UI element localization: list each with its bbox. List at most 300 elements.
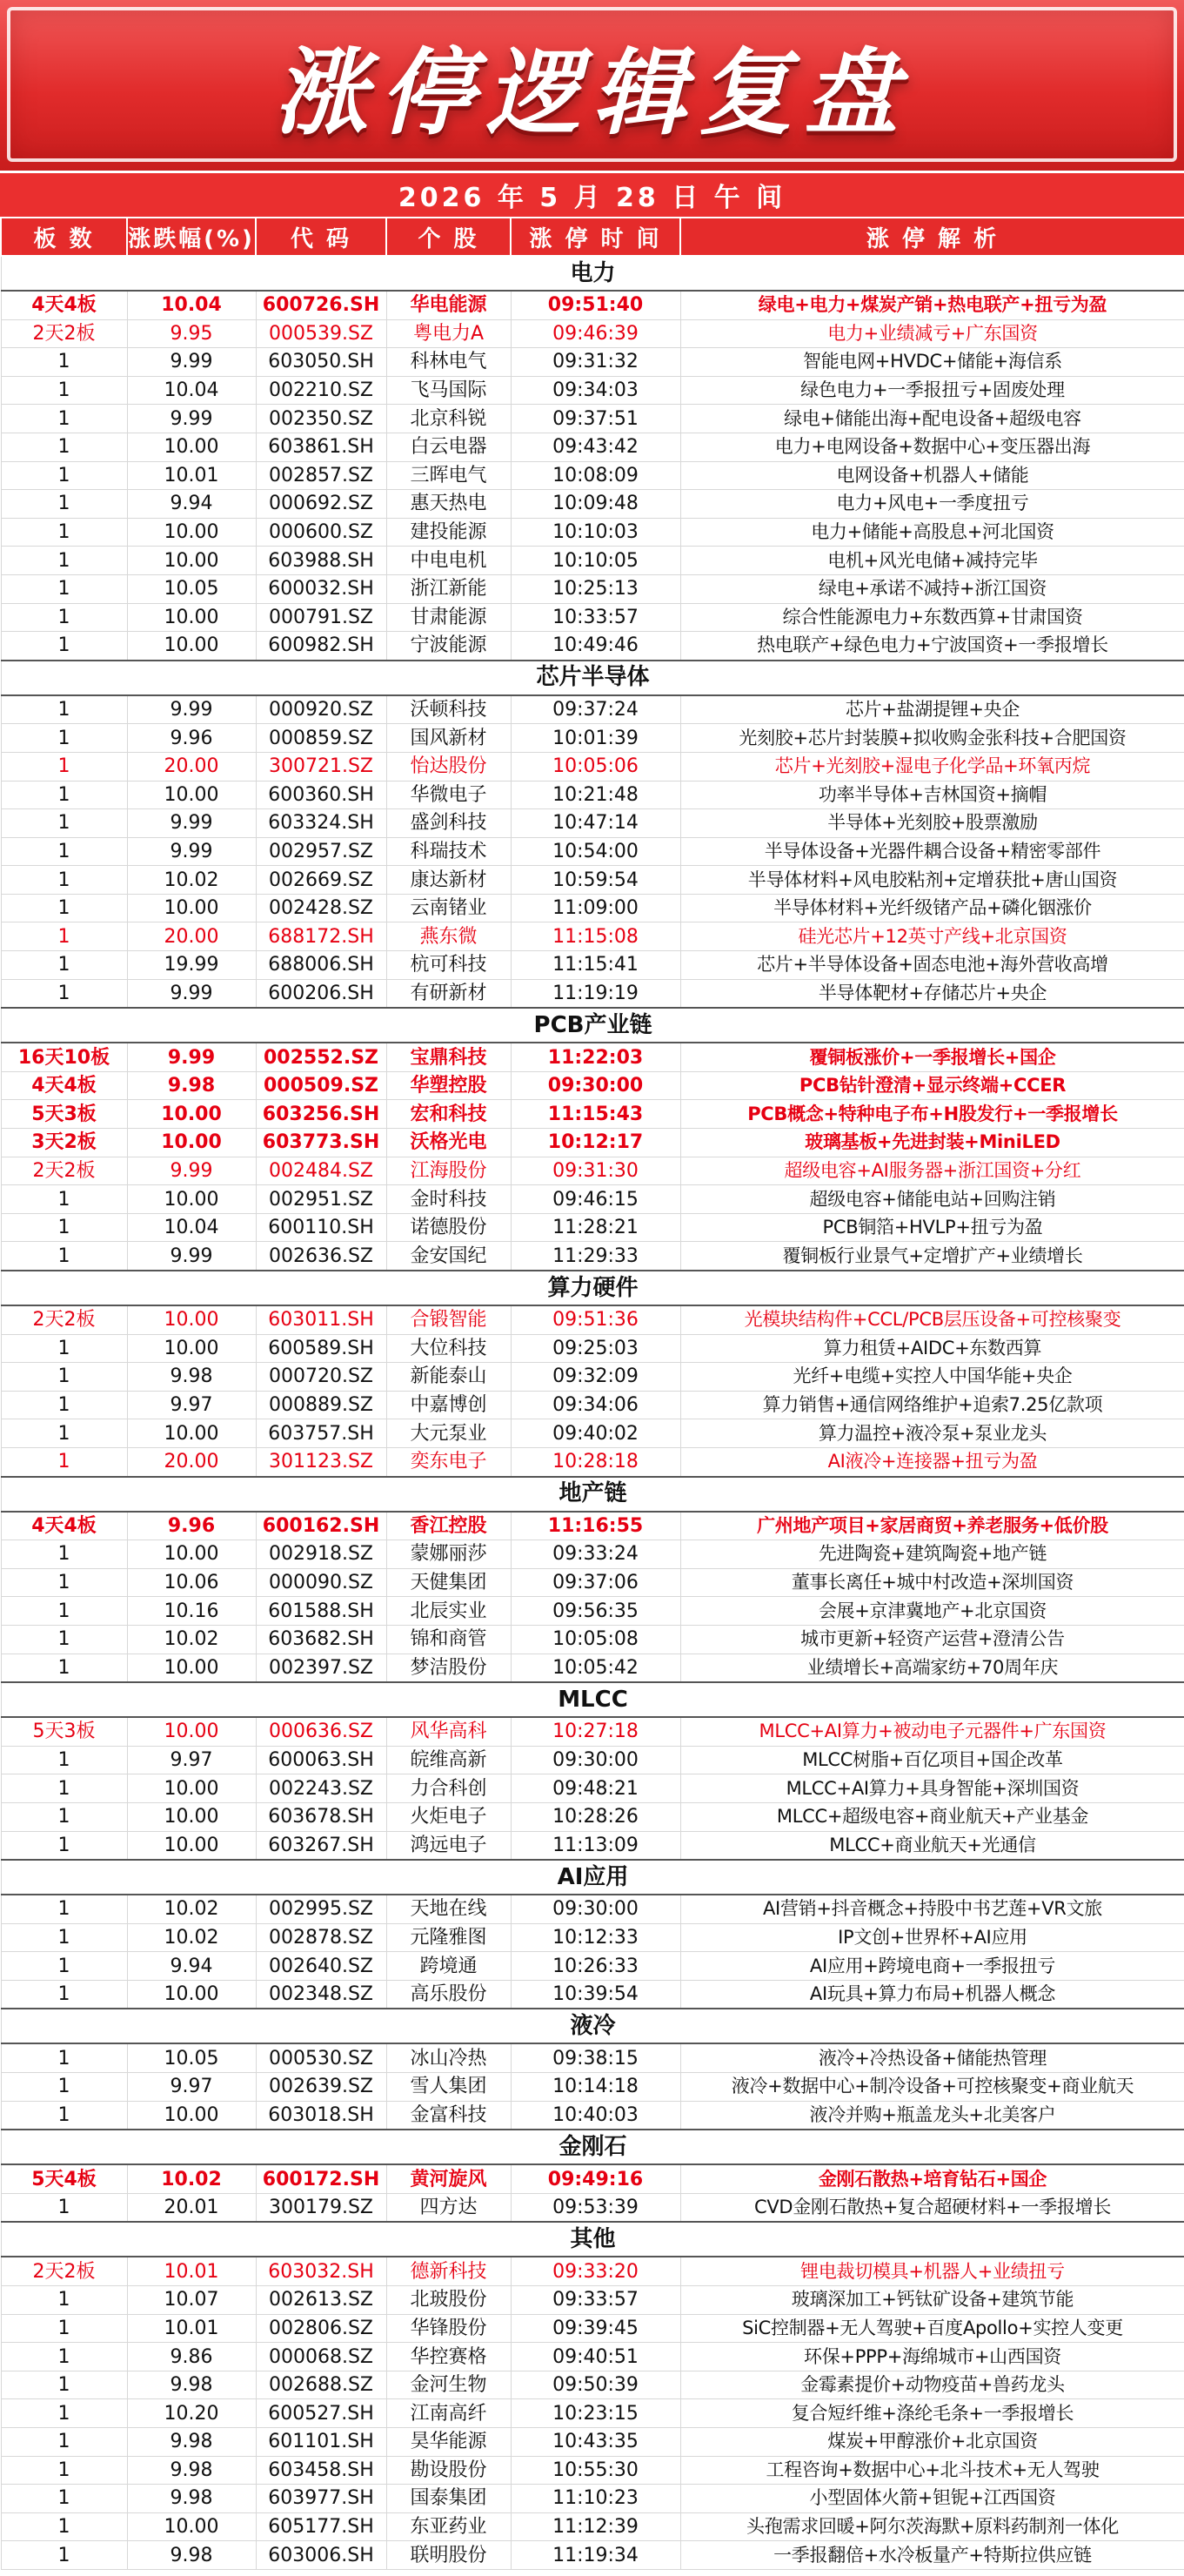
cell-board-count: 1: [1, 1952, 127, 1981]
cell-code: 605177.SH: [256, 2512, 386, 2541]
table-row: [1, 894, 1184, 922]
cell-code: 002484.SZ: [256, 1157, 386, 1185]
cell-limit-time: 10:05:08: [511, 1625, 680, 1654]
cell-change-pct: 9.94: [127, 490, 256, 519]
cell-board-count: 1: [1, 1654, 127, 1682]
cell-limit-time: 10:12:33: [511, 1923, 680, 1952]
table-row: [1, 2399, 1184, 2428]
cell-code: 300179.SZ: [256, 2193, 386, 2222]
cell-change-pct: 20.00: [127, 922, 256, 951]
cell-code: 600982.SH: [256, 632, 386, 661]
cell-stock-name: 华微电子: [386, 781, 511, 809]
section-header-row: [1, 2222, 1184, 2257]
cell-board-count: 1: [1, 2043, 127, 2072]
cell-limit-time: 09:49:16: [511, 2164, 680, 2193]
cell-change-pct: 10.05: [127, 574, 256, 603]
cell-change-pct: 20.00: [127, 1447, 256, 1476]
table-row: [1, 1447, 1184, 1476]
cell-limit-time: 09:53:39: [511, 2193, 680, 2222]
cell-limit-time: 11:13:09: [511, 1831, 680, 1860]
cell-limit-time: 09:37:06: [511, 1568, 680, 1597]
cell-analysis: 半导体材料+风电胶粘剂+定增获批+唐山国资: [680, 866, 1184, 895]
table-row: [1, 1071, 1184, 1100]
cell-limit-time: 10:28:18: [511, 1447, 680, 1476]
cell-board-count: 1: [1, 951, 127, 980]
cell-stock-name: 黄河旋风: [386, 2164, 511, 2193]
cell-stock-name: 金安国纪: [386, 1242, 511, 1271]
cell-analysis: 电网设备+机器人+储能: [680, 461, 1184, 490]
cell-change-pct: 10.05: [127, 2043, 256, 2072]
cell-code: 002397.SZ: [256, 1654, 386, 1682]
cell-change-pct: 9.96: [127, 1512, 256, 1540]
cell-analysis: 算力温控+液冷泵+泵业龙头: [680, 1419, 1184, 1448]
cell-stock-name: 四方达: [386, 2193, 511, 2222]
cell-stock-name: 有研新材: [386, 979, 511, 1008]
cell-change-pct: 10.06: [127, 1568, 256, 1597]
cell-analysis: 超级电容+储能电站+回购注销: [680, 1185, 1184, 1214]
table-row: [1, 348, 1184, 377]
cell-board-count: 2天2板: [1, 1305, 127, 1334]
cell-code: 002688.SZ: [256, 2371, 386, 2399]
header-board-count: 板 数: [1, 218, 127, 256]
table-row: [1, 291, 1184, 319]
cell-code: 000920.SZ: [256, 695, 386, 724]
cell-code: 603988.SH: [256, 547, 386, 575]
cell-limit-time: 10:59:54: [511, 866, 680, 895]
cell-code: 000600.SZ: [256, 518, 386, 547]
cell-code: 000692.SZ: [256, 490, 386, 519]
cell-board-count: 1: [1, 461, 127, 490]
table-row: [1, 1597, 1184, 1626]
table-row: [1, 2485, 1184, 2513]
cell-analysis: 超级电容+AI服务器+浙江国资+分红: [680, 1157, 1184, 1185]
cell-analysis: 会展+京津冀地产+北京国资: [680, 1597, 1184, 1626]
table-row: [1, 405, 1184, 433]
section-header-row: [1, 1860, 1184, 1895]
header-code: 代 码: [256, 218, 386, 256]
cell-analysis: 芯片+光刻胶+湿电子化学品+环氧丙烷: [680, 752, 1184, 781]
table-row: [1, 809, 1184, 838]
cell-board-count: 1: [1, 2399, 127, 2428]
cell-analysis: 绿色电力+一季报扭亏+固废处理: [680, 376, 1184, 405]
cell-code: 603324.SH: [256, 809, 386, 838]
table-row: [1, 922, 1184, 951]
cell-analysis: 电力+业绩减亏+广东国资: [680, 319, 1184, 348]
cell-stock-name: 天地在线: [386, 1895, 511, 1923]
cell-limit-time: 10:05:42: [511, 1654, 680, 1682]
cell-limit-time: 11:19:34: [511, 2541, 680, 2570]
table-row: [1, 1512, 1184, 1540]
cell-stock-name: 宏和科技: [386, 1100, 511, 1129]
cell-code: 603018.SH: [256, 2101, 386, 2130]
cell-limit-time: 09:37:24: [511, 695, 680, 724]
cell-stock-name: 香江控股: [386, 1512, 511, 1540]
header-stock-name: 个 股: [386, 218, 511, 256]
cell-change-pct: 10.00: [127, 518, 256, 547]
cell-change-pct: 20.01: [127, 2193, 256, 2222]
cell-change-pct: 10.00: [127, 1654, 256, 1682]
cell-code: 002640.SZ: [256, 1952, 386, 1981]
table-row: [1, 951, 1184, 980]
cell-change-pct: 10.00: [127, 433, 256, 461]
cell-analysis: PCB钻针澄清+显示终端+CCER: [680, 1071, 1184, 1100]
cell-limit-time: 10:21:48: [511, 781, 680, 809]
cell-board-count: 1: [1, 2456, 127, 2485]
table-row: [1, 1100, 1184, 1129]
cell-stock-name: 风华高科: [386, 1717, 511, 1746]
table-row: [1, 490, 1184, 519]
cell-limit-time: 11:19:19: [511, 979, 680, 1008]
cell-stock-name: 国泰集团: [386, 2485, 511, 2513]
cell-code: 603757.SH: [256, 1419, 386, 1448]
cell-code: 603861.SH: [256, 433, 386, 461]
cell-change-pct: 10.00: [127, 781, 256, 809]
cell-board-count: 4天4板: [1, 1512, 127, 1540]
cell-analysis: AI液冷+连接器+扭亏为盈: [680, 1447, 1184, 1476]
cell-code: 600527.SH: [256, 2399, 386, 2428]
cell-code: 000791.SZ: [256, 603, 386, 632]
cell-change-pct: 10.00: [127, 1185, 256, 1214]
cell-code: 601101.SH: [256, 2428, 386, 2457]
table-row: [1, 547, 1184, 575]
cell-stock-name: 华塑控股: [386, 1071, 511, 1100]
cell-limit-time: 09:33:57: [511, 2286, 680, 2315]
cell-board-count: 1: [1, 1242, 127, 1271]
table-row: [1, 1334, 1184, 1363]
cell-limit-time: 09:56:35: [511, 1597, 680, 1626]
section-title: PCB产业链: [1, 1008, 1184, 1043]
cell-board-count: 1: [1, 2343, 127, 2371]
limit-up-table: [0, 217, 1184, 2570]
cell-board-count: 1: [1, 632, 127, 661]
cell-stock-name: 高乐股份: [386, 1980, 511, 2009]
cell-analysis: PCB铜箔+HVLP+扭亏为盈: [680, 1213, 1184, 1242]
cell-change-pct: 9.98: [127, 1363, 256, 1392]
cell-board-count: 1: [1, 2286, 127, 2315]
cell-board-count: 1: [1, 866, 127, 895]
cell-stock-name: 大元泵业: [386, 1419, 511, 1448]
cell-analysis: CVD金刚石散热+复合超硬材料+一季报增长: [680, 2193, 1184, 2222]
cell-limit-time: 10:40:03: [511, 2101, 680, 2130]
cell-stock-name: 国风新材: [386, 724, 511, 753]
table-row: [1, 2512, 1184, 2541]
cell-code: 603682.SH: [256, 1625, 386, 1654]
cell-change-pct: 10.04: [127, 291, 256, 319]
cell-code: 301123.SZ: [256, 1447, 386, 1476]
cell-limit-time: 09:38:15: [511, 2043, 680, 2072]
cell-board-count: 1: [1, 922, 127, 951]
cell-stock-name: 惠天热电: [386, 490, 511, 519]
cell-analysis: 广州地产项目+家居商贸+养老服务+低价股: [680, 1512, 1184, 1540]
table-row: [1, 1043, 1184, 1071]
cell-analysis: 城市更新+轻资产运营+澄清公告: [680, 1625, 1184, 1654]
cell-analysis: 金霉素提价+动物疫苗+兽药龙头: [680, 2371, 1184, 2399]
section-title: 其他: [1, 2222, 1184, 2257]
cell-limit-time: 11:22:03: [511, 1043, 680, 1071]
cell-limit-time: 09:34:06: [511, 1391, 680, 1419]
cell-analysis: MLCC树脂+百亿项目+国企改革: [680, 1746, 1184, 1774]
cell-analysis: 煤炭+甲醇涨价+北京国资: [680, 2428, 1184, 2457]
cell-analysis: AI营销+抖音概念+持股中书艺莲+VR文旅: [680, 1895, 1184, 1923]
table-row: [1, 2314, 1184, 2343]
cell-code: 603011.SH: [256, 1305, 386, 1334]
cell-change-pct: 10.00: [127, 1980, 256, 2009]
cell-analysis: 半导体材料+光纤级锗产品+磷化铟涨价: [680, 894, 1184, 922]
cell-analysis: PCB概念+特种电子布+H股发行+一季报增长: [680, 1100, 1184, 1129]
section-header-row: [1, 1477, 1184, 1512]
cell-stock-name: 杭可科技: [386, 951, 511, 980]
cell-stock-name: 金河生物: [386, 2371, 511, 2399]
cell-analysis: 智能电网+HVDC+储能+海信系: [680, 348, 1184, 377]
cell-change-pct: 10.00: [127, 1100, 256, 1129]
cell-code: 002639.SZ: [256, 2073, 386, 2102]
cell-code: 002806.SZ: [256, 2314, 386, 2343]
cell-change-pct: 10.00: [127, 1540, 256, 1569]
cell-change-pct: 10.00: [127, 603, 256, 632]
cell-code: 002350.SZ: [256, 405, 386, 433]
table-row: [1, 2073, 1184, 2102]
cell-stock-name: 科林电气: [386, 348, 511, 377]
table-row: [1, 2286, 1184, 2315]
cell-code: 688172.SH: [256, 922, 386, 951]
cell-limit-time: 09:40:02: [511, 1419, 680, 1448]
cell-limit-time: 10:08:09: [511, 461, 680, 490]
cell-analysis: 头孢需求回暖+阿尔茨海默+原料药制剂一体化: [680, 2512, 1184, 2541]
table-row: [1, 2043, 1184, 2072]
cell-limit-time: 09:25:03: [511, 1334, 680, 1363]
cell-limit-time: 10:39:54: [511, 1980, 680, 2009]
cell-limit-time: 11:28:21: [511, 1213, 680, 1242]
cell-analysis: 光纤+电缆+实控人中国华能+央企: [680, 1363, 1184, 1392]
cell-analysis: AI玩具+算力布局+机器人概念: [680, 1980, 1184, 2009]
cell-stock-name: 北辰实业: [386, 1597, 511, 1626]
cell-limit-time: 09:31:30: [511, 1157, 680, 1185]
cell-change-pct: 10.00: [127, 1802, 256, 1831]
cell-analysis: 业绩增长+高端家纺+70周年庆: [680, 1654, 1184, 1682]
table-row: [1, 979, 1184, 1008]
cell-change-pct: 9.99: [127, 1242, 256, 1271]
table-row: [1, 376, 1184, 405]
cell-board-count: 1: [1, 1980, 127, 2009]
cell-code: 603050.SH: [256, 348, 386, 377]
cell-change-pct: 9.97: [127, 2073, 256, 2102]
cell-change-pct: 10.00: [127, 632, 256, 661]
table-row: [1, 724, 1184, 753]
cell-change-pct: 10.01: [127, 2257, 256, 2285]
cell-code: 000539.SZ: [256, 319, 386, 348]
cell-stock-name: 宝鼎科技: [386, 1043, 511, 1071]
cell-board-count: 1: [1, 781, 127, 809]
title-frame: [7, 7, 1177, 162]
cell-stock-name: 东亚药业: [386, 2512, 511, 2541]
cell-board-count: 1: [1, 1802, 127, 1831]
cell-code: 002428.SZ: [256, 894, 386, 922]
cell-board-count: 1: [1, 809, 127, 838]
cell-code: 600162.SH: [256, 1512, 386, 1540]
cell-stock-name: 云南锗业: [386, 894, 511, 922]
header-analysis: 涨 停 解 析: [680, 218, 1184, 256]
cell-limit-time: 09:50:39: [511, 2371, 680, 2399]
cell-change-pct: 9.99: [127, 1157, 256, 1185]
cell-stock-name: 锦和商管: [386, 1625, 511, 1654]
cell-code: 000530.SZ: [256, 2043, 386, 2072]
cell-board-count: 1: [1, 490, 127, 519]
cell-analysis: 芯片+半导体设备+固态电池+海外营收高增: [680, 951, 1184, 980]
cell-stock-name: 飞马国际: [386, 376, 511, 405]
cell-limit-time: 10:09:48: [511, 490, 680, 519]
cell-limit-time: 09:33:20: [511, 2257, 680, 2285]
table-row: [1, 2164, 1184, 2193]
cell-limit-time: 10:26:33: [511, 1952, 680, 1981]
cell-limit-time: 10:28:26: [511, 1802, 680, 1831]
cell-analysis: 覆铜板涨价+一季报增长+国企: [680, 1043, 1184, 1071]
header-change-pct: 涨跌幅(%): [127, 218, 256, 256]
cell-stock-name: 中电电机: [386, 547, 511, 575]
cell-stock-name: 皖维高新: [386, 1746, 511, 1774]
table-row: [1, 2257, 1184, 2285]
cell-code: 002957.SZ: [256, 837, 386, 866]
cell-code: 603773.SH: [256, 1129, 386, 1157]
cell-board-count: 1: [1, 2193, 127, 2222]
title-banner: [0, 0, 1184, 171]
cell-change-pct: 9.86: [127, 2343, 256, 2371]
table-row: [1, 866, 1184, 895]
cell-analysis: 液冷+数据中心+制冷设备+可控核聚变+商业航天: [680, 2073, 1184, 2102]
cell-code: 600110.SH: [256, 1213, 386, 1242]
cell-stock-name: 华锋股份: [386, 2314, 511, 2343]
cell-analysis: MLCC+商业航天+光通信: [680, 1831, 1184, 1860]
cell-limit-time: 10:10:03: [511, 518, 680, 547]
cell-analysis: 芯片+盐湖提锂+央企: [680, 695, 1184, 724]
cell-change-pct: 10.00: [127, 894, 256, 922]
section-title: 芯片半导体: [1, 661, 1184, 695]
cell-limit-time: 09:51:40: [511, 291, 680, 319]
table-row: [1, 433, 1184, 461]
section-header-row: [1, 1271, 1184, 1305]
table-row: [1, 1774, 1184, 1803]
cell-code: 002243.SZ: [256, 1774, 386, 1803]
table-row: [1, 574, 1184, 603]
cell-code: 000720.SZ: [256, 1363, 386, 1392]
cell-board-count: 16天10板: [1, 1043, 127, 1071]
cell-code: 002613.SZ: [256, 2286, 386, 2315]
cell-limit-time: 10:14:18: [511, 2073, 680, 2102]
cell-board-count: 1: [1, 574, 127, 603]
cell-limit-time: 09:46:39: [511, 319, 680, 348]
cell-board-count: 1: [1, 1447, 127, 1476]
cell-limit-time: 11:16:55: [511, 1512, 680, 1540]
cell-limit-time: 10:23:15: [511, 2399, 680, 2428]
cell-limit-time: 09:37:51: [511, 405, 680, 433]
cell-limit-time: 09:32:09: [511, 1363, 680, 1392]
cell-code: 300721.SZ: [256, 752, 386, 781]
cell-limit-time: 11:29:33: [511, 1242, 680, 1271]
cell-change-pct: 19.99: [127, 951, 256, 980]
table-row: [1, 1242, 1184, 1271]
table-row: [1, 1746, 1184, 1774]
cell-code: 000068.SZ: [256, 2343, 386, 2371]
cell-analysis: 液冷+冷热设备+储能热管理: [680, 2043, 1184, 2072]
cell-board-count: 5天3板: [1, 1100, 127, 1129]
cell-change-pct: 10.04: [127, 376, 256, 405]
table-row: [1, 2456, 1184, 2485]
table-row: [1, 1717, 1184, 1746]
table-header-row: [1, 218, 1184, 256]
cell-stock-name: 怡达股份: [386, 752, 511, 781]
table-row: [1, 2343, 1184, 2371]
cell-board-count: 1: [1, 2485, 127, 2513]
table-row: [1, 1654, 1184, 1682]
cell-code: 002552.SZ: [256, 1043, 386, 1071]
cell-board-count: 1: [1, 518, 127, 547]
cell-board-count: 1: [1, 1363, 127, 1392]
cell-limit-time: 09:46:15: [511, 1185, 680, 1214]
section-header-row: [1, 1682, 1184, 1717]
cell-change-pct: 9.94: [127, 1952, 256, 1981]
cell-stock-name: 中嘉博创: [386, 1391, 511, 1419]
cell-stock-name: 北玻股份: [386, 2286, 511, 2315]
cell-code: 002669.SZ: [256, 866, 386, 895]
cell-code: 000090.SZ: [256, 1568, 386, 1597]
cell-board-count: 1: [1, 1334, 127, 1363]
cell-board-count: 1: [1, 1923, 127, 1952]
cell-stock-name: 元隆雅图: [386, 1923, 511, 1952]
cell-limit-time: 11:10:23: [511, 2485, 680, 2513]
section-header-row: [1, 256, 1184, 291]
cell-analysis: SiC控制器+无人驾驶+百度Apollo+实控人变更: [680, 2314, 1184, 2343]
cell-analysis: IP文创+世界杯+AI应用: [680, 1923, 1184, 1952]
table-row: [1, 1305, 1184, 1334]
table-row: [1, 2101, 1184, 2130]
cell-code: 002918.SZ: [256, 1540, 386, 1569]
cell-change-pct: 9.98: [127, 2371, 256, 2399]
cell-board-count: 1: [1, 1213, 127, 1242]
cell-board-count: 1: [1, 2314, 127, 2343]
cell-analysis: 绿电+承诺不减持+浙江国资: [680, 574, 1184, 603]
cell-code: 600589.SH: [256, 1334, 386, 1363]
cell-change-pct: 9.98: [127, 2485, 256, 2513]
table-row: [1, 1419, 1184, 1448]
table-row: [1, 632, 1184, 661]
section-title: AI应用: [1, 1860, 1184, 1895]
cell-stock-name: 三晖电气: [386, 461, 511, 490]
cell-limit-time: 10:10:05: [511, 547, 680, 575]
cell-stock-name: 江海股份: [386, 1157, 511, 1185]
section-header-row: [1, 661, 1184, 695]
section-title: 金刚石: [1, 2130, 1184, 2164]
cell-analysis: 环保+PPP+海绵城市+山西国资: [680, 2343, 1184, 2371]
cell-limit-time: 10:47:14: [511, 809, 680, 838]
cell-code: 002878.SZ: [256, 1923, 386, 1952]
cell-change-pct: 9.99: [127, 979, 256, 1008]
cell-change-pct: 9.98: [127, 2541, 256, 2570]
cell-change-pct: 9.97: [127, 1746, 256, 1774]
cell-stock-name: 江南高纤: [386, 2399, 511, 2428]
cell-board-count: 2天2板: [1, 1157, 127, 1185]
cell-change-pct: 10.00: [127, 1717, 256, 1746]
cell-board-count: 5天3板: [1, 1717, 127, 1746]
cell-board-count: 1: [1, 1774, 127, 1803]
table-row: [1, 1129, 1184, 1157]
table-row: [1, 2193, 1184, 2222]
cell-change-pct: 9.96: [127, 724, 256, 753]
table-row: [1, 461, 1184, 490]
cell-limit-time: 09:31:32: [511, 348, 680, 377]
cell-board-count: 1: [1, 724, 127, 753]
cell-stock-name: 金时科技: [386, 1185, 511, 1214]
cell-change-pct: 9.99: [127, 348, 256, 377]
cell-analysis: 玻璃基板+先进封装+MiniLED: [680, 1129, 1184, 1157]
